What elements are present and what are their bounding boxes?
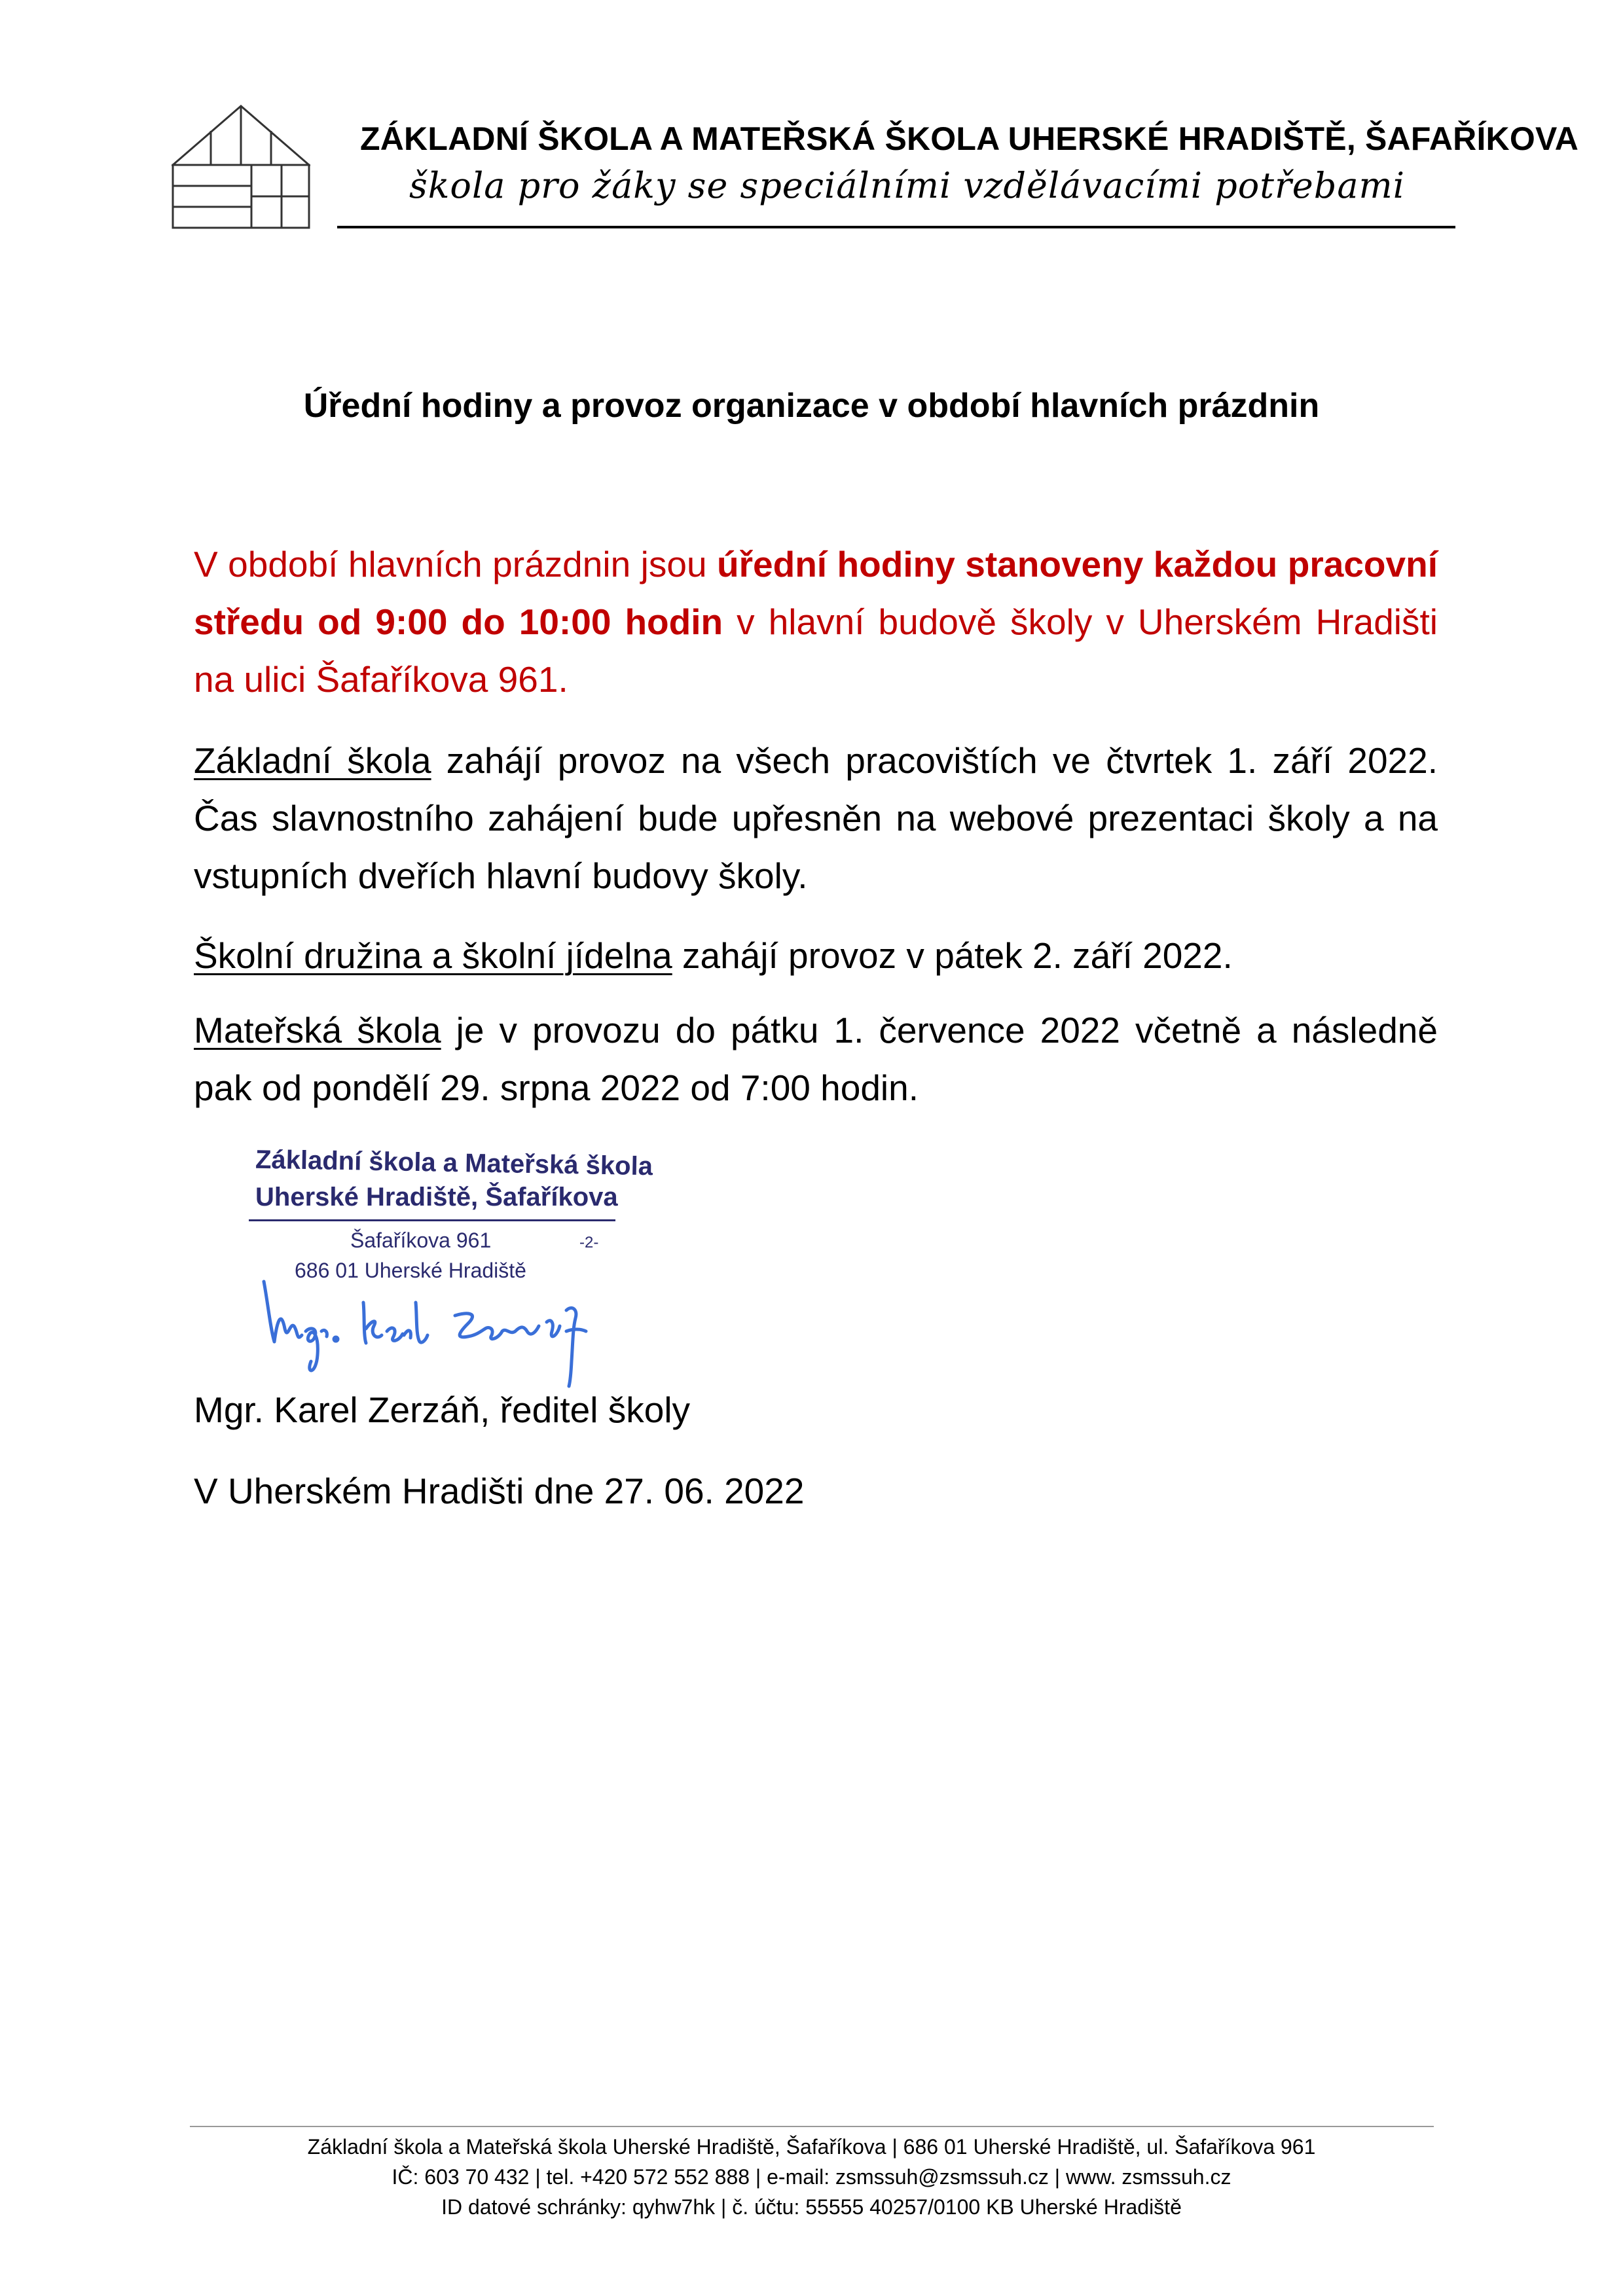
stamp-divider <box>249 1219 615 1221</box>
stamp-line-1: Základní škola a Mateřská škola <box>255 1145 653 1181</box>
p1-text-start: V období hlavních prázdnin jsou <box>194 544 718 584</box>
p2-text: zahájí provoz na všech pracovištích ve čtvrtek 1. září 2022. Čas slavnostního zahájení bude upřesněn na webové prezentaci školy a na vstupních dveřích hlavní budovy školy. <box>194 740 1438 896</box>
p2-underlined: Základní škola <box>194 740 431 781</box>
footer-divider <box>190 2126 1434 2127</box>
after-school-paragraph <box>194 927 1438 984</box>
stamp-line-2: Uherské Hradiště, Šafaříkova <box>255 1183 618 1211</box>
place-and-date: V Uherském Hradišti dne 27. 06. 2022 <box>194 1471 805 1511</box>
p1-bold-hours: úřední hodiny stanoveny každou pracovní středu od 9:00 do 10:00 hodin <box>194 544 1438 642</box>
stamp-mark: -2- <box>579 1234 599 1251</box>
document-title: Úřední hodiny a provoz organizace v období hlavních prázdnin <box>303 387 1320 425</box>
footer-bank: ID datové schránky: qyhw7hk | č. účtu: 55555 40257/0100 KB Uherské Hradiště <box>441 2195 1182 2219</box>
footer-contact: IČ: 603 70 432 | tel. +420 572 552 888 | e-mail: zsmssuh@zsmssuh.cz | www. zsmssuh.cz <box>392 2165 1231 2189</box>
signer-name: Mgr. Karel Zerzáň, ředitel školy <box>194 1390 691 1430</box>
header-divider <box>337 226 1455 228</box>
p1-text-end: v hlavní budově školy v Uherském Hradišti na ulici Šafaříkova 961. <box>194 601 1438 700</box>
primary-school-paragraph <box>194 732 1438 905</box>
stamp-line-4: 686 01 Uherské Hradiště <box>295 1259 526 1282</box>
p4-text: je v provozu do pátku 1. července 2022 včetně a následně pak od pondělí 29. srpna 2022 od 7:00 hodin. <box>194 1010 1438 1108</box>
footer-address: Základní škola a Mateřská škola Uherské Hradiště, Šafaříkova | 686 01 Uherské Hradiště, ul. Šafaříkova 961 <box>307 2135 1316 2159</box>
stamp-line-3: Šafaříkova 961 <box>350 1229 492 1252</box>
school-subtitle: škola pro žáky se speciálními vzdělávacími potřebami <box>409 165 1405 206</box>
p3-underlined: Školní družina a školní jídelna <box>194 935 672 976</box>
p3-text: zahájí provoz v pátek 2. září 2022. <box>672 935 1233 976</box>
p4-underlined: Mateřská škola <box>194 1010 441 1050</box>
school-name: ZÁKLADNÍ ŠKOLA A MATEŘSKÁ ŠKOLA UHERSKÉ HRADIŠTĚ, ŠAFAŘÍKOVA <box>360 120 1579 157</box>
kindergarten-paragraph <box>194 1001 1438 1117</box>
house-of-blocks-logo <box>172 105 310 229</box>
office-hours-paragraph <box>194 535 1438 708</box>
handwritten-signature <box>259 1263 625 1394</box>
